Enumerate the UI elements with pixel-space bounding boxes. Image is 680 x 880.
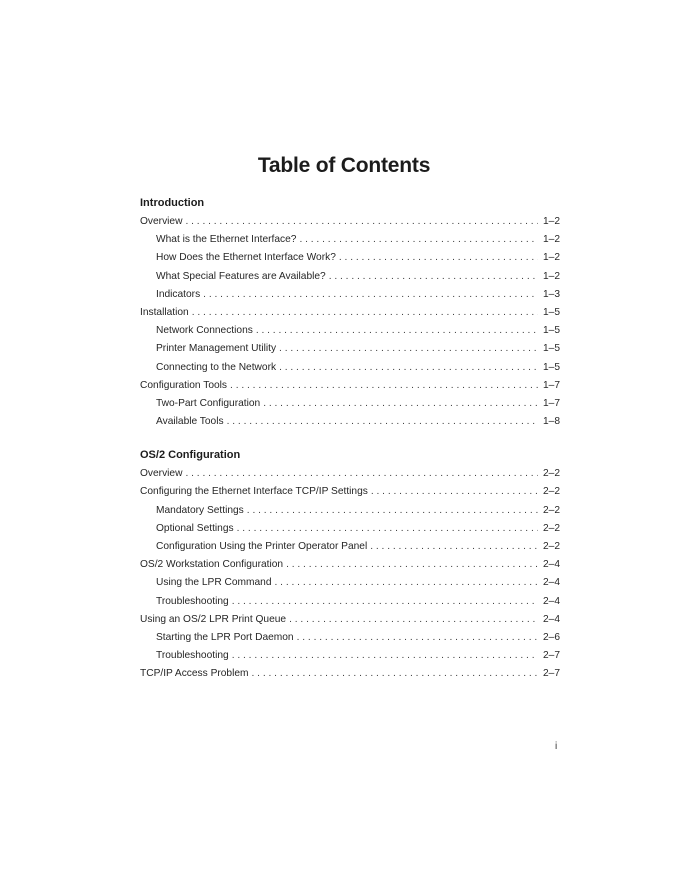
toc-entry-label: Network Connections bbox=[156, 325, 253, 337]
toc-entry[interactable] bbox=[140, 249, 560, 267]
dot-leader bbox=[203, 286, 538, 304]
toc-entry-page: 1–2 bbox=[543, 216, 560, 227]
toc-entry-page: 1–5 bbox=[543, 361, 560, 373]
dot-leader bbox=[192, 304, 538, 322]
toc-entry[interactable] bbox=[140, 647, 560, 665]
toc-entry-label: Overview bbox=[140, 468, 183, 480]
toc-entry-label: What Special Features are Available? bbox=[156, 270, 326, 282]
dot-leader bbox=[299, 231, 538, 249]
toc-entry-label: Troubleshooting bbox=[156, 650, 229, 662]
toc-entry[interactable] bbox=[140, 520, 560, 538]
toc-entry-label: Configuration Tools bbox=[140, 379, 228, 391]
toc-entry-label: Indicators bbox=[156, 288, 201, 300]
toc-entry[interactable] bbox=[140, 304, 560, 322]
toc-entry-label: Connecting to the Network bbox=[156, 361, 277, 373]
dot-leader bbox=[339, 249, 538, 267]
toc-entry-label: Using the LPR Command bbox=[156, 577, 272, 589]
table-of-contents bbox=[140, 196, 560, 684]
toc-entry-page: 2–2 bbox=[543, 486, 560, 498]
toc-entry-page: 2–7 bbox=[543, 668, 560, 680]
dot-leader bbox=[237, 520, 538, 538]
dot-leader bbox=[329, 268, 538, 286]
toc-entry-label: OS/2 Workstation Configuration bbox=[140, 559, 284, 571]
dot-leader bbox=[263, 395, 538, 413]
toc-entry[interactable] bbox=[140, 359, 560, 377]
toc-entry-page: 2–4 bbox=[543, 595, 560, 607]
toc-entry[interactable] bbox=[140, 556, 560, 574]
toc-entry[interactable] bbox=[140, 322, 560, 340]
dot-leader bbox=[227, 413, 538, 431]
toc-entry-label: Available Tools bbox=[156, 416, 224, 428]
toc-entry-page: 1–2 bbox=[543, 234, 560, 246]
dot-leader bbox=[289, 611, 538, 629]
page-title: Table of Contents bbox=[257, 154, 431, 177]
toc-entry[interactable] bbox=[140, 286, 560, 304]
toc-entry-label: Troubleshooting bbox=[156, 595, 229, 607]
dot-leader bbox=[232, 593, 538, 611]
toc-entry-page: 2–2 bbox=[543, 541, 560, 552]
toc-entry[interactable] bbox=[140, 465, 560, 483]
toc-entry-label: Overview bbox=[140, 216, 183, 227]
toc-entry[interactable] bbox=[140, 413, 560, 431]
toc-entry[interactable] bbox=[140, 231, 560, 249]
dot-leader bbox=[252, 665, 538, 683]
toc-entry-label: Two-Part Configuration bbox=[156, 397, 261, 409]
toc-entry[interactable] bbox=[140, 377, 560, 395]
toc-entry-label: Installation bbox=[140, 306, 189, 318]
toc-entry-page: 2–4 bbox=[543, 559, 560, 571]
dot-leader bbox=[279, 359, 538, 377]
dot-leader bbox=[371, 483, 538, 501]
dot-leader bbox=[286, 556, 538, 574]
toc-entry-label: What is the Ethernet Interface? bbox=[156, 234, 297, 246]
toc-entry-page: 1–5 bbox=[543, 343, 560, 355]
toc-entry-page: 1–7 bbox=[543, 379, 560, 391]
toc-entry[interactable] bbox=[140, 538, 560, 556]
toc-entry-page: 1–5 bbox=[543, 306, 560, 318]
toc-entry-page: 2–2 bbox=[543, 468, 560, 480]
toc-entry-page: 1–2 bbox=[543, 270, 560, 282]
toc-entry-label: Configuring the Ethernet Interface TCP/IP Settings bbox=[140, 486, 368, 498]
toc-entry[interactable] bbox=[140, 395, 560, 413]
toc-entry-page: 1–8 bbox=[543, 416, 560, 428]
toc-entry[interactable] bbox=[140, 340, 560, 358]
dot-leader bbox=[370, 538, 538, 556]
toc-entry[interactable] bbox=[140, 483, 560, 501]
toc-entry-label: Mandatory Settings bbox=[156, 504, 244, 516]
toc-entry[interactable] bbox=[140, 268, 560, 286]
toc-entry-page: 2–4 bbox=[543, 613, 560, 625]
toc-entry[interactable] bbox=[140, 502, 560, 520]
dot-leader bbox=[232, 647, 538, 665]
toc-entry-page: 1–7 bbox=[543, 397, 560, 409]
dot-leader bbox=[297, 629, 538, 647]
toc-entry-page: 2–4 bbox=[543, 577, 560, 589]
dot-leader bbox=[279, 340, 538, 358]
toc-entry[interactable] bbox=[140, 665, 560, 683]
toc-entry-label: TCP/IP Access Problem bbox=[140, 668, 249, 680]
toc-entry[interactable] bbox=[140, 593, 560, 611]
toc-entry[interactable] bbox=[140, 629, 560, 647]
toc-entry-label: Configuration Using the Printer Operator Panel bbox=[156, 541, 368, 552]
toc-entry-label: Printer Management Utility bbox=[156, 343, 277, 355]
dot-leader bbox=[256, 322, 538, 340]
toc-entry-page: 2–7 bbox=[543, 650, 560, 662]
toc-entry-label: Using an OS/2 LPR Print Queue bbox=[140, 613, 287, 625]
dot-leader bbox=[230, 377, 538, 395]
toc-entry-page: 2–2 bbox=[543, 504, 560, 516]
toc-entry[interactable] bbox=[140, 213, 560, 231]
toc-entry-label: How Does the Ethernet Interface Work? bbox=[156, 252, 336, 264]
toc-entry[interactable] bbox=[140, 574, 560, 592]
toc-entry-label: Starting the LPR Port Daemon bbox=[156, 631, 294, 643]
toc-entry-label: Optional Settings bbox=[156, 522, 234, 534]
toc-entry-page: 1–3 bbox=[543, 288, 560, 300]
toc-entry-page: 2–6 bbox=[543, 631, 560, 643]
toc-entry-page: 1–5 bbox=[543, 325, 560, 337]
section-heading: OS/2 Configuration bbox=[140, 449, 241, 462]
toc-entry[interactable] bbox=[140, 611, 560, 629]
dot-leader bbox=[185, 465, 538, 483]
page-number: i bbox=[555, 741, 558, 752]
dot-leader bbox=[275, 574, 538, 592]
section-heading: Introduction bbox=[140, 197, 205, 209]
dot-leader bbox=[185, 213, 538, 231]
toc-entry-page: 1–2 bbox=[543, 252, 560, 264]
toc-entry-page: 2–2 bbox=[543, 522, 560, 534]
dot-leader bbox=[247, 502, 538, 520]
